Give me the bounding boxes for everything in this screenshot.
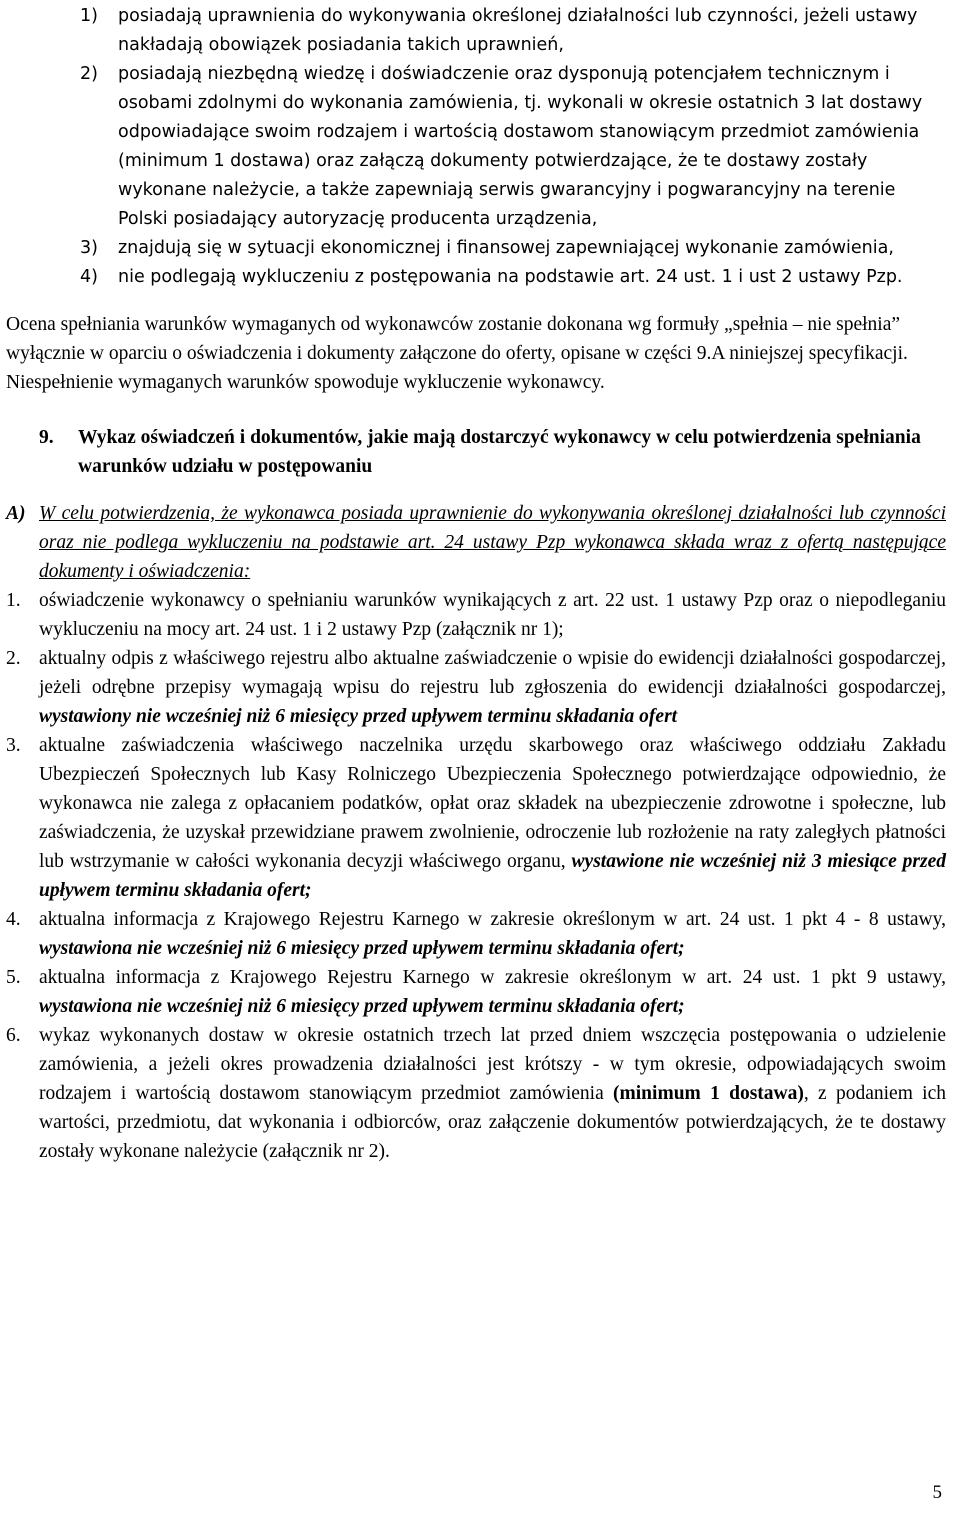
list-item-number: 1) (80, 6, 98, 26)
conditions-list (6, 2, 946, 292)
subsection-text: W celu potwierdzenia, że wykonawca posiada uprawnienie do wykonywania określonej działalności lub czynności oraz nie podlega wykluczeniu na podstawie art. 24 ustawy Pzp wykonawca składa wraz z ofertą następujące dokumenty i oświadczenia: (39, 503, 946, 582)
assessment-text: Ocena spełniania warunków wymaganych od wykonawców zostanie dokonana wg formuły „spełnia – nie spełnia” wyłącznie w oparciu o oświadczenia i dokumenty załączone do oferty, opisane w części 9.A niniejszej specyfikacji. (6, 314, 908, 364)
list-item-text: aktualna informacja z Krajowego Rejestru Karnego w zakresie określonym w art. 24 ust. 1 pkt 9 ustawy, (39, 967, 946, 988)
list-item-emphasis: wystawiony nie wcześniej niż 6 miesięcy przed upływem terminu składania ofert (39, 706, 678, 727)
list-item (6, 731, 946, 905)
list-item-text: aktualne zaświadczenia właściwego naczelnika urzędu skarbowego oraz właściwego oddziału Zakładu Ubezpieczeń Społecznych lub Kasy Rolniczego Ubezpieczenia Społecznego potwierdzające odpowiednio, że wykonawca nie zalega z opłacaniem podatków, opłat oraz składek na ubezpieczenie zdrowotne i społeczne, lub zaświadczenia, że uzyskał przewidziane prawem zwolnienie, odroczenie lub rozłożenie na raty zaległych płatności lub wstrzymanie w całości wykonania decyzji właściwego organu, (39, 735, 946, 872)
list-item (6, 2, 946, 60)
list-item-number: 5. (6, 967, 21, 988)
list-item-text: aktualna informacja z Krajowego Rejestru Karnego w zakresie określonym w art. 24 ust. 1 pkt 4 - 8 ustawy, (39, 909, 946, 930)
list-item-text: znajdują się w sytuacji ekonomicznej i finansowej zapewniającej wykonanie zamówienia, (118, 238, 894, 258)
list-item-emphasis: wystawiona nie wcześniej niż 6 miesięcy przed upływem terminu składania ofert; (39, 938, 685, 959)
list-item-bold: (minimum 1 dostawa) (613, 1083, 804, 1104)
list-item-number: 4) (80, 267, 98, 287)
page-number: 5 (932, 1482, 942, 1503)
section-heading (6, 423, 946, 481)
list-item-text-end: , z podaniem ich wartości, przedmiotu, dat wykonania i odbiorców, oraz załączenie dokumentów potwierdzających, że te dostawy zostały wykonane należycie (załącznik nr 2). (39, 1083, 946, 1162)
assessment-paragraph (6, 310, 946, 397)
list-item-text: wykaz wykonanych dostaw w okresie ostatnich trzech lat przed dniem wszczęcia postępowania o udzielenie zamówienia, a jeżeli okres prowadzenia działalności jest krótszy - w tym okresie, odpowiadających swoim rodzajem i wartością dostawom stanowiącym przedmiot zamówienia (39, 1025, 946, 1104)
list-item-text: aktualny odpis z właściwego rejestru albo aktualne zaświadczenie o wpisie do ewidencji działalności gospodarczej, jeżeli odrębne przepisy wymagają wpisu do rejestru lub zgłoszenia do ewidencji działalności gospodarczej, (39, 648, 946, 698)
list-item (6, 586, 946, 644)
list-item (6, 60, 946, 234)
list-item-number: 3) (80, 238, 98, 258)
list-item-number: 3. (6, 735, 21, 756)
subsection-label: A) (6, 503, 26, 524)
list-item-emphasis: wystawiona nie wcześniej niż 6 miesięcy przed upływem terminu składania ofert; (39, 996, 685, 1017)
list-item-text: nie podlegają wykluczeniu z postępowania na podstawie art. 24 ust. 1 i ust 2 ustawy Pzp. (118, 267, 903, 287)
list-item-number: 4. (6, 909, 21, 930)
list-item-number: 1. (6, 590, 21, 611)
assessment-consequence: Niespełnienie wymaganych warunków spowoduje wykluczenie wykonawcy. (6, 372, 605, 393)
list-item (6, 644, 946, 731)
list-item-text: oświadczenie wykonawcy o spełnianiu warunków wynikających z art. 22 ust. 1 ustawy Pzp oraz o niepodleganiu wykluczeniu na mocy art. 24 ust. 1 i 2 ustawy Pzp (załącznik nr 1); (39, 590, 946, 640)
list-item (6, 905, 946, 963)
list-item (6, 1021, 946, 1166)
list-item-number: 6. (6, 1025, 21, 1046)
list-item-number: 2. (6, 648, 21, 669)
list-item-text: posiadają uprawnienia do wykonywania określonej działalności lub czynności, jeżeli ustawy nakładają obowiązek posiadania takich uprawnień, (118, 6, 918, 55)
list-item (6, 963, 946, 1021)
section-number: 9. (39, 427, 54, 448)
documents-list (6, 586, 946, 1166)
list-item (6, 263, 946, 292)
list-item-emphasis: wystawione nie wcześniej niż 3 miesiące przed upływem terminu składania ofert; (39, 851, 947, 901)
list-item-text: posiadają niezbędną wiedzę i doświadczenie oraz dysponują potencjałem technicznym i osobami zdolnymi do wykonania zamówienia, tj. wykonali w okresie ostatnich 3 lat dostawy odpowiadające swoim rodzajem i wartością dostawom stanowiącym przedmiot zamówienia (minimum 1 dostawa) oraz załączą dokumenty potwierdzające, że te dostawy zostały wykonane należycie, a także zapewniają serwis gwarancyjny i pogwarancyjny na terenie Polski posiadający autoryzację producenta urządzenia, (118, 64, 923, 229)
list-item-number: 2) (80, 64, 98, 84)
section-title: Wykaz oświadczeń i dokumentów, jakie mają dostarczyć wykonawcy w celu potwierdzenia spełniania warunków udziału w postępowaniu (78, 427, 921, 477)
list-item (6, 234, 946, 263)
subsection-a (6, 499, 946, 586)
document-page (6, 0, 946, 1166)
